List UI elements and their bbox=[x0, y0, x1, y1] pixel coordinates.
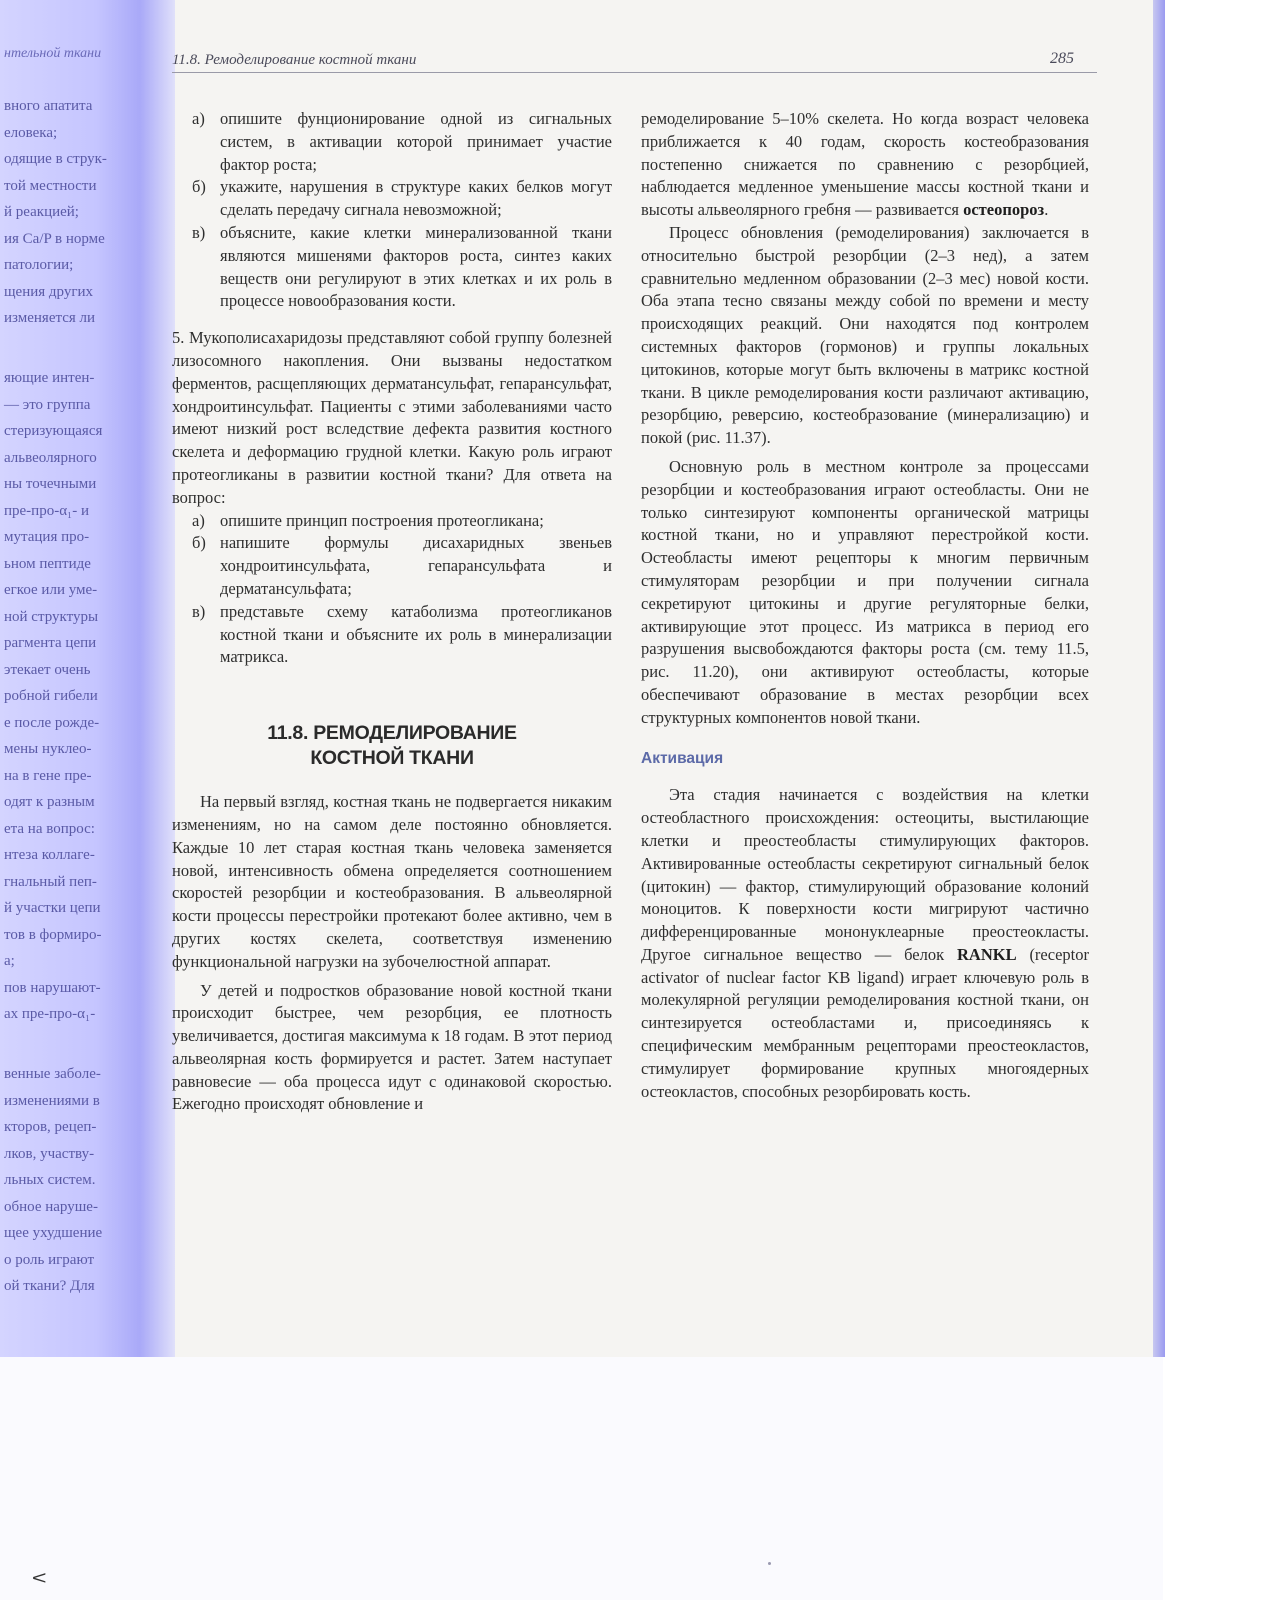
section-title-line: 11.8. РЕМОДЕЛИРОВАНИЕ bbox=[267, 722, 517, 745]
list-item-text: опишите фунционирование одной из сигнальных систем, в активации которой принимает участие фактор роста; bbox=[220, 109, 612, 174]
paragraph-text: Эта стадия начинается с воздействия на клетки остеобластного происхождения: остеоциты, выстилающие клетки и преостеобласты стимулирующих факторов. Активированные остеобласты секретируют сигнальный белок (цитокин) — фактор, стимулирующий образование колоний моноцитов. К поверхности кости мигрируют частично дифференцированные мононуклеарные преостеокласты. Другое сигнальное вещество — белок bbox=[641, 785, 1089, 964]
previous-page-line: пов нарушают- bbox=[4, 979, 101, 996]
previous-page-line: яющие интен- bbox=[4, 370, 95, 386]
question-5-text: 5. Мукополисахаридозы представляют собой группу болезней лизосомного накопления. Они вызваны недостатком ферментов, расщепляющих дерматансульфат, гепарансульфат, хондроитинсульфат. Пациенты с этими заболеваниями часто имеют низкий рост вследствие дефекта развития костного скелета и деформацию грудной клетки. Какую роль играют протеогликаны в развитии костной ткани? Для ответа на вопрос: bbox=[172, 328, 612, 507]
previous-page-line: кторов, рецеп- bbox=[4, 1119, 97, 1135]
paragraph: На первый взгляд, костная ткань не подвергается никаким изменениям, но на самом деле постоянно обновляется. Каждые 10 лет старая костная ткань человека заменяется новой, интенсивность обмена определяется соотношением скоростей резорбции и костеобразования. В альвеолярной кости процессы перестройки протекают более активно, чем в других костях скелета, соответствуя изменению функциональной нагрузки на зубочелюстной аппарат. bbox=[172, 792, 612, 971]
previous-page-line: егкое или уме- bbox=[4, 582, 98, 598]
previous-page-header: нтельной ткани bbox=[4, 46, 102, 61]
question-4-list bbox=[172, 108, 612, 313]
previous-page-line: льных систем. bbox=[4, 1172, 96, 1188]
list-item bbox=[172, 532, 612, 600]
previous-page-line: ны точечными bbox=[4, 476, 97, 492]
list-item bbox=[172, 222, 612, 313]
paragraph: Процесс обновления (ремоделирования) заключается в относительно быстрой резорбции (2–3 нед), а затем сравнительно медленном образовании (2–3 мес) новой кости. Оба этапа тесно связаны между собой по времени и месту происходящих реакций. Они находятся под контролем системных факторов (гормонов) и группы локальных цитокинов, которые могут быть включены в матрикс костной ткани. В цикле ремоделирования кости различают активацию, резорбцию, реверсию, костеобразование (минерализацию) и покой (рис. 11.37). bbox=[641, 222, 1089, 448]
previous-page-strip bbox=[0, 0, 150, 1357]
previous-page-line: й участки цепи bbox=[4, 900, 101, 916]
previous-page-line: ета на вопрос: bbox=[4, 820, 95, 837]
previous-page-line: ах пре-про-α₁- bbox=[4, 1006, 96, 1022]
list-marker: б) bbox=[192, 533, 206, 553]
previous-page-line: гнальный пеп- bbox=[4, 873, 97, 890]
previous-page-line: пре-про-α₁- и bbox=[4, 502, 90, 519]
list-item-text: укажите, нарушения в структуре каких белков могут сделать передачу сигнала невозможной; bbox=[220, 177, 612, 220]
previous-page-line: о роль играют bbox=[4, 1251, 95, 1268]
list-item bbox=[172, 601, 612, 669]
previous-page-line: е после рожде- bbox=[4, 714, 100, 731]
previous-page-line: щее ухудшение bbox=[4, 1225, 103, 1241]
list-marker: в) bbox=[192, 601, 206, 621]
previous-page-line: изменяется ли bbox=[4, 310, 96, 326]
paragraph: Основную роль в местном контроле за процессами резорбции и костеобразования играют остеобласты. Они не только синтезируют компоненты органической матрицы костной ткани, но и управляют перестройкой кости. Остеобласты имеют рецепторы к многим первичным стимуляторам резорбции и при получении сигнала секретируют цитокины и другие регуляторные белки, активирующие этот процесс. Из матрикса в период его разрушения высвобождаются факторы роста (см. тему 11.5, рис. 11.20), они активируют остеобласты, которые обеспечивают образование в местах резорбции всех структурных компонентов новой ткани. bbox=[641, 456, 1089, 727]
list-marker: а) bbox=[192, 109, 205, 128]
right-column bbox=[641, 108, 1089, 1103]
previous-page-line: венные заболе- bbox=[4, 1066, 101, 1082]
previous-page-line: рагмента цепи bbox=[4, 635, 97, 651]
list-item-text: представьте схему катаболизма протеогликанов костной ткани и объясните их роль в минерализации матрикса. bbox=[220, 601, 612, 667]
term-bold: остеопороз bbox=[963, 200, 1045, 220]
previous-page-line: тов в формиро- bbox=[4, 926, 102, 943]
previous-page-line: ой ткани? Для bbox=[4, 1278, 95, 1294]
previous-page-line: на в гене пре- bbox=[4, 767, 92, 784]
page-number: 285 bbox=[1050, 50, 1074, 67]
section-title bbox=[172, 721, 612, 771]
previous-page-line: альвеолярного bbox=[4, 449, 97, 466]
previous-page-line: ьном пептиде bbox=[4, 555, 91, 572]
scan-margin bbox=[0, 1357, 1163, 1600]
paragraph bbox=[641, 108, 1089, 222]
previous-page-line: одят к разным bbox=[4, 794, 95, 810]
corner-mark: < bbox=[31, 1568, 47, 1588]
list-item bbox=[172, 510, 612, 533]
previous-page-line: вного апатита bbox=[4, 98, 93, 114]
previous-page-line: этекает очень bbox=[4, 661, 91, 678]
subsection-heading: Активация bbox=[641, 749, 724, 767]
paragraph-text: . bbox=[1044, 200, 1049, 220]
page-edge-shadow bbox=[1153, 0, 1165, 1357]
running-head: 11.8. Ремоделирование костной ткани bbox=[172, 52, 417, 68]
paragraph bbox=[641, 784, 1089, 1103]
scan-speck bbox=[768, 1562, 771, 1565]
previous-page-line: щения других bbox=[4, 283, 94, 300]
previous-page-line: еловека; bbox=[4, 124, 58, 141]
previous-page-line: лков, участву- bbox=[4, 1145, 95, 1162]
previous-page-line: мены нуклео- bbox=[4, 741, 92, 757]
term-bold: RANKL bbox=[956, 944, 1017, 964]
previous-page-line: стеризующаяся bbox=[4, 423, 103, 439]
previous-page-line: а; bbox=[4, 953, 15, 969]
header-rule bbox=[172, 72, 1097, 73]
previous-page-line: той местности bbox=[4, 177, 97, 194]
paragraph-text: (receptor activator of nuclear factor KB ligand) играет ключевую роль в молекулярной регуляции ремоделирования костной ткани, он синтезируется остеобластами и, присоединяясь к специфическим мембранным рецепторами преостеокластов, стимулирует формирование крупных многоядерных остеокластов, способных резорбировать кость. bbox=[641, 944, 1089, 1101]
list-marker: б) bbox=[192, 177, 206, 197]
paragraph: У детей и подростков образование новой костной ткани происходит быстрее, чем резорбция, ее плотность увеличивается, достигая максимума к 18 годам. В этот период альвеолярная кость формируется и растет. Затем наступает равновесие — оба процесса идут с одинаковой скоростью. Ежегодно происходят обновление и bbox=[172, 980, 612, 1114]
list-item bbox=[172, 108, 612, 176]
previous-page-line: патологии; bbox=[4, 257, 74, 273]
previous-page-line: мутация про- bbox=[4, 529, 90, 545]
previous-page-line: й реакцией; bbox=[4, 204, 79, 220]
list-item bbox=[172, 176, 612, 222]
previous-page-line: — это группа bbox=[4, 396, 91, 413]
previous-page-line: ия Ca/P в норме bbox=[4, 230, 105, 247]
previous-page-line: одящие в струк- bbox=[4, 151, 107, 167]
list-marker: а) bbox=[192, 510, 205, 530]
section-title-line: КОСТНОЙ ТКАНИ bbox=[310, 747, 474, 770]
previous-page-line: нтеза коллаге- bbox=[4, 847, 95, 863]
previous-page-line: ной структуры bbox=[4, 608, 99, 625]
list-item-text: напишите формулы дисахаридных звеньев хондроитинсульфата, гепарансульфата и дерматансульфата; bbox=[220, 533, 612, 598]
paragraph-text: ремоделирование 5–10% скелета. Но когда возраст человека приближается к 40 годам, скорость костеобразования постепенно снижается по сравнению с резорбцией, наблюдается медленное уменьшение массы костной ткани и высоты альвеолярного гребня — развивается bbox=[641, 109, 1089, 220]
list-marker: в) bbox=[192, 222, 206, 242]
list-item-text: опишите принцип построения протеогликана; bbox=[220, 510, 544, 530]
list-item-text: объясните, какие клетки минерализованной ткани являются мишенями факторов роста, синтез каких веществ они регулируют в этих клетках и их роль в процессе новообразования кости. bbox=[220, 222, 612, 311]
left-column bbox=[172, 108, 612, 1116]
previous-page-line: изменениями в bbox=[4, 1092, 100, 1109]
previous-page-line: обное наруше- bbox=[4, 1198, 98, 1215]
question-5-list bbox=[172, 510, 612, 670]
previous-page-line: робной гибели bbox=[4, 688, 98, 704]
